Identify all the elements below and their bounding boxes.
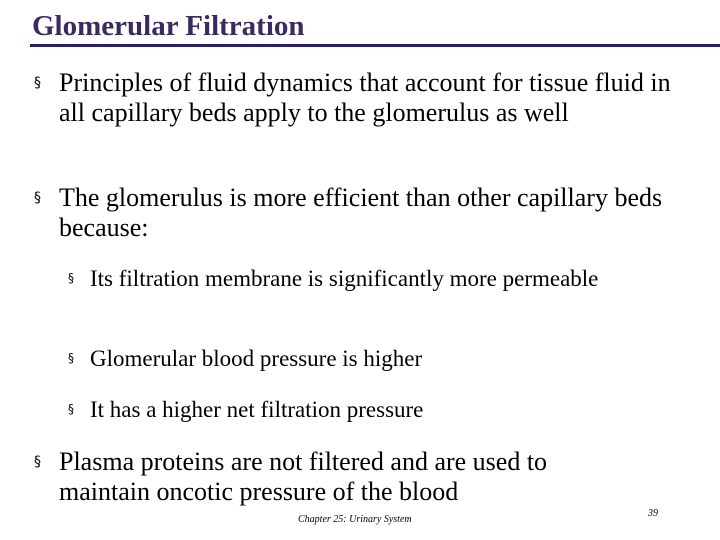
- bullet-text: Principles of fluid dynamics that account for tissue fluid in all capillary beds apply to the glomerulus as well: [59, 68, 671, 127]
- sub-bullet-text: It has a higher net filtration pressure: [90, 397, 424, 422]
- slide-footer: Chapter 25: Urinary System: [298, 514, 412, 525]
- page-number: 39: [648, 508, 658, 519]
- sub-bullet-marker: §: [68, 402, 74, 416]
- sub-bullet-item: [68, 344, 628, 373]
- sub-bullet-item: [68, 395, 628, 424]
- bullet-marker: §: [34, 454, 41, 470]
- sub-bullet-text: Its filtration membrane is significantly more permeable: [90, 266, 599, 291]
- slide-title: Glomerular Filtration: [32, 10, 305, 42]
- bullet-item: [34, 447, 634, 507]
- bullet-text: Plasma proteins are not filtered and are used to maintain oncotic pressure of the blood: [59, 447, 548, 506]
- sub-bullet-text: Glomerular blood pressure is higher: [90, 346, 423, 371]
- title-underline: [30, 44, 720, 47]
- bullet-marker: §: [34, 75, 41, 91]
- bullet-text: The glomerulus is more efficient than other capillary beds because:: [59, 183, 663, 242]
- sub-bullet-item: [68, 264, 628, 293]
- sub-bullet-marker: §: [68, 271, 74, 285]
- bullet-item: [34, 183, 704, 243]
- sub-bullet-marker: §: [68, 351, 74, 365]
- bullet-item: [34, 68, 694, 128]
- bullet-marker: §: [34, 190, 41, 206]
